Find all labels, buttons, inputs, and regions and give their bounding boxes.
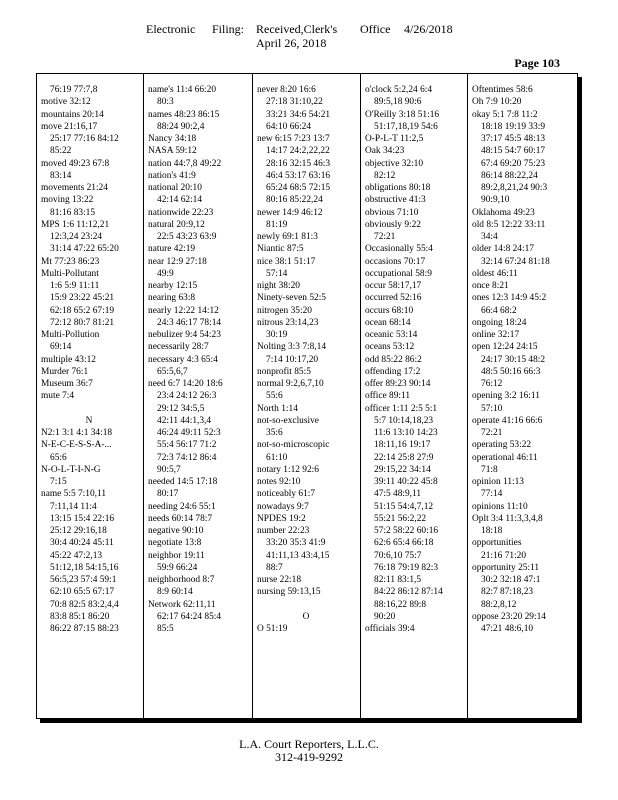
index-entry-continuation: 7:11,14 11:4	[50, 501, 97, 512]
index-entry: negative 90:10	[148, 526, 204, 536]
index-entry: nitrogen 35:20	[257, 305, 312, 316]
index-entry-continuation: 15:9 23:22 45:21	[50, 293, 115, 304]
index-entry-continuation: 83:14	[50, 170, 72, 181]
index-entry-continuation: 8:9 60:14	[157, 587, 193, 598]
index-entry: oldest 46:11	[472, 268, 518, 279]
index-entry-continuation: 66:4 68:2	[481, 305, 517, 316]
index-entry-continuation: 62:18 65:2 67:19	[50, 305, 115, 316]
index-entry: O-P-L-T 11:2,5	[365, 134, 424, 144]
index-entry: opportunity 25:11	[472, 562, 540, 573]
index-letter-heading: N	[85, 415, 93, 426]
index-entry: Occasionally 55:4	[365, 244, 433, 255]
index-entry: opportunities	[472, 538, 522, 549]
index-entry-continuation: 72:21	[481, 428, 503, 438]
index-entry: neighborhood 8:7	[148, 575, 215, 585]
index-entry-continuation: 88:2,8,12	[481, 599, 517, 610]
index-entry: Murder 76:1	[41, 366, 89, 377]
index-entry-continuation: 55:6	[266, 391, 283, 402]
index-entry: obligations 80:18	[365, 183, 431, 193]
index-entry-continuation: 30:4 40:24 45:11	[50, 538, 114, 549]
index-entry: opinion 11:13	[472, 477, 524, 487]
index-entry: nation's 41:9	[148, 170, 196, 181]
index-entry-continuation: 85:5	[157, 624, 174, 634]
index-entry-continuation: 65:6	[50, 452, 67, 463]
page-number: Page 103	[514, 56, 560, 70]
index-entry-continuation: 51:15 54:4,7,12	[374, 501, 434, 512]
index-entry-continuation: 57:10	[481, 403, 503, 414]
index-entry-continuation: 85:22	[50, 146, 72, 157]
column-divider	[467, 74, 468, 718]
index-entry: name 5:5 7:10,11	[41, 489, 107, 500]
index-entry: mute 7:4	[41, 391, 75, 402]
index-entry: number 22:23	[257, 526, 310, 536]
index-entry-continuation: 72:3 74:12 86:4	[157, 452, 217, 463]
index-entry-continuation: 51:12,18 54:15,16	[50, 562, 119, 573]
index-entry: nation 44:7,8 49:22	[148, 158, 222, 169]
index-entry: officials 39:4	[365, 624, 415, 634]
index-entry-continuation: 27:18 31:10,22	[266, 97, 323, 108]
index-entry-continuation: 70:6,10 75:7	[374, 550, 422, 561]
index-entry-continuation: 86:14 88:22,24	[481, 170, 538, 181]
index-entry: name's 11:4 66:20	[148, 85, 217, 95]
index-entry: older 14:8 24:17	[472, 244, 534, 255]
index-entry: office 89:11	[365, 391, 411, 402]
index-entry-continuation: 80:17	[157, 489, 179, 500]
index-entry-continuation: 35:6	[266, 428, 283, 438]
index-entry-continuation: 11:6 13:10 14:23	[374, 428, 438, 438]
index-entry: nature 42:19	[148, 244, 196, 255]
stamp-received: Received,Clerk's	[256, 22, 338, 36]
reporter-phone: 312-419-9292	[275, 750, 343, 764]
index-entry: offending 17:2	[365, 366, 421, 377]
index-entry-continuation: 33:20 35:3 41:9	[266, 538, 326, 549]
index-entry: N-E-C-E-S-S-A-...	[41, 440, 112, 451]
index-entry-continuation: 83:8 85:1 86:20	[50, 611, 110, 622]
index-entry-continuation: 29:12 34:5,5	[157, 403, 205, 414]
index-entry: names 48:23 86:15	[148, 109, 220, 120]
index-entry: Ninety-seven 52:5	[257, 293, 326, 304]
index-entry: MPS 1:6 11:12,21	[41, 219, 110, 230]
index-entry-continuation: 30:19	[266, 330, 288, 340]
index-entry-continuation: 80:3	[157, 97, 174, 108]
index-entry: old 8:5 12:22 33:11	[472, 219, 546, 230]
index-entry: nearly 12:22 14:12	[148, 305, 219, 316]
index-entry-continuation: 33:21 34:6 54:21	[266, 109, 331, 120]
index-entry-continuation: 18:11,16 19:17	[374, 440, 431, 451]
index-entry-continuation: 48:5 50:16 66:3	[481, 366, 541, 377]
index-entry-continuation: 14:17 24:2,22,22	[266, 146, 330, 157]
index-entry: not-so-microscopic	[257, 440, 330, 451]
index-entry: night 38:20	[257, 281, 300, 291]
index-entry: obstructive 41:3	[365, 195, 426, 206]
index-entry-continuation: 65:24 68:5 72:15	[266, 183, 331, 193]
index-entry: multiple 43:12	[41, 354, 96, 365]
index-entry: objective 32:10	[365, 158, 424, 169]
index-entry-continuation: 23:4 24:12 26:3	[157, 391, 217, 402]
index-entry: Museum 36:7	[41, 379, 93, 389]
index-entry: necessarily 28:7	[148, 342, 209, 353]
column-divider	[143, 74, 144, 718]
index-entry: notes 92:10	[257, 477, 301, 487]
index-entry-continuation: 70:8 82:5 83:2,4,4	[50, 599, 119, 610]
index-entry: nationwide 22:23	[148, 207, 214, 218]
index-entry-continuation: 56:5,23 57:4 59:1	[50, 575, 117, 585]
index-entry-continuation: 81:16 83:15	[50, 207, 96, 218]
index-entry-continuation: 55:21 56:2,22	[374, 513, 427, 524]
index-entry-continuation: 22:5 43:23 63:9	[157, 232, 217, 242]
index-entry-continuation: 90:9,10	[481, 195, 510, 206]
index-entry-continuation: 25:12 29:16,18	[50, 526, 107, 536]
index-entry-continuation: 82:11 83:1,5	[374, 575, 422, 585]
index-entry-continuation: 89:5,18 90:6	[374, 97, 422, 108]
index-entry: O'Reilly 3:18 51:16	[365, 109, 440, 120]
index-entry: oceanic 53:14	[365, 330, 418, 340]
index-entry: N2:1 3:1 4:1 34:18	[41, 428, 113, 438]
index-entry-continuation: 64:10 66:24	[266, 121, 312, 132]
index-entry: Oh 7:9 10:20	[472, 97, 522, 108]
index-entry-continuation: 72:12 80:7 81:21	[50, 317, 115, 328]
index-entry-continuation: 80:16 85:22,24	[266, 195, 323, 206]
index-entry: newer 14:9 46:12	[257, 207, 323, 218]
index-entry-continuation: 29:15,22 34:14	[374, 464, 431, 475]
index-entry-continuation: 30:2 32:18 47:1	[481, 575, 541, 585]
index-entry	[257, 599, 355, 611]
index-entry-continuation: 84:22 86:12 87:14	[374, 587, 443, 598]
index-entry: operating 53:22	[472, 440, 532, 451]
index-entry: offer 89:23 90:14	[365, 379, 431, 389]
index-entry-continuation: 65:5,6,7	[157, 366, 188, 377]
index-entry: Multi-Pollutant	[41, 268, 99, 279]
index-entry-continuation: 46:4 53:17 63:16	[266, 170, 331, 181]
index-entry: obviously 9:22	[365, 219, 421, 230]
index-column-2	[148, 84, 246, 635]
index-entry-continuation: 18:18	[481, 526, 503, 536]
index-entry-continuation: 31:14 47:22 65:20	[50, 244, 119, 255]
index-entry: once 8:21	[472, 281, 509, 291]
index-entry: needs 60:14 78:7	[148, 513, 213, 524]
index-column-1	[41, 84, 137, 635]
index-entry-continuation: 28:16 32:15 46:3	[266, 158, 331, 169]
index-entry-continuation: 42:11 44:1,3,4	[157, 415, 212, 426]
index-entry-continuation: 47:5 48:9,11	[374, 489, 422, 500]
index-entry-continuation: 34:4	[481, 232, 498, 242]
word-index-box	[36, 73, 578, 719]
index-entry: oceans 53:12	[365, 342, 415, 353]
index-entry: necessary 4:3 65:4	[148, 354, 218, 365]
index-entry-continuation: 57:14	[266, 268, 288, 279]
index-entry-continuation: 59:9 66:24	[157, 562, 198, 573]
index-entry: North 1:14	[257, 403, 298, 414]
index-entry	[41, 403, 137, 415]
index-entry: nonprofit 85:5	[257, 366, 311, 377]
index-entry: Nolting 3:3 7:8,14	[257, 342, 327, 353]
index-entry: motive 32:12	[41, 97, 91, 108]
index-entry: nowadays 9:7	[257, 501, 309, 512]
index-entry: NPDES 19:2	[257, 513, 306, 524]
index-entry: near 12:9 27:18	[148, 256, 207, 267]
index-entry: Network 62:11,11	[148, 599, 216, 610]
index-entry-continuation: 41:11,13 43:4,15	[266, 550, 330, 561]
index-entry: natural 20:9,12	[148, 219, 205, 230]
index-entry: moved 49:23 67:8	[41, 158, 110, 169]
index-entry-continuation: 46:24 49:11 52:3	[157, 428, 221, 438]
index-entry: notary 1:12 92:6	[257, 464, 319, 475]
index-column-5	[472, 84, 570, 635]
index-column-3	[257, 84, 355, 635]
reporter-name: L.A. Court Reporters, L.L.C.	[239, 737, 379, 751]
index-entry: new 6:15 7:23 13:7	[257, 134, 330, 144]
index-entry-continuation: 82:7 87:18,23	[481, 587, 534, 598]
index-entry: nice 38:1 51:17	[257, 256, 316, 267]
index-entry: ongoing 18:24	[472, 317, 527, 328]
index-entry: national 20:10	[148, 183, 202, 193]
index-entry-continuation: 86:22 87:15 88:23	[50, 624, 119, 634]
index-entry-continuation: 21:16 71:20	[481, 550, 527, 561]
index-letter-heading: O	[302, 611, 310, 622]
index-entry: newly 69:1 81:3	[257, 232, 318, 242]
index-entry-continuation: 57:2 58:22 60:16	[374, 526, 439, 536]
index-entry-continuation: 90:5,7	[157, 464, 181, 475]
index-entry: negotiate 13:8	[148, 538, 202, 549]
index-entry-continuation: 55:4 56:17 71:2	[157, 440, 217, 451]
stamp-office: Office	[360, 22, 391, 36]
index-entry: never 8:20 16:6	[257, 85, 316, 95]
index-entry: needed 14:5 17:18	[148, 477, 218, 487]
index-entry-continuation: 42:14 62:14	[157, 195, 203, 206]
index-entry-continuation: 51:17,18,19 54:6	[374, 121, 438, 132]
index-entry-continuation: 13:15 15:4 22:16	[50, 513, 115, 524]
index-entry: opinions 11:10	[472, 501, 528, 512]
column-divider	[252, 74, 253, 718]
index-entry-continuation: 45:22 47:2,13	[50, 550, 103, 561]
index-entry: nebulizer 9:4 54:23	[148, 330, 221, 340]
index-entry: Oklahoma 49:23	[472, 207, 535, 218]
index-entry: nearing 63:8	[148, 293, 196, 304]
stamp-electronic: Electronic	[146, 22, 196, 36]
index-entry: operate 41:16 66:6	[472, 415, 543, 426]
index-entry: moving 13:22	[41, 195, 94, 206]
index-entry-continuation: 1:6 5:9 11:11	[50, 281, 100, 291]
index-entry: normal 9:2,6,7,10	[257, 379, 324, 389]
index-column-4	[365, 84, 461, 635]
index-entry: move 21:16,17	[41, 121, 98, 132]
index-entry-continuation: 90:20	[374, 611, 396, 622]
index-entry-continuation: 72:21	[374, 232, 396, 242]
index-entry: needing 24:6 55:1	[148, 501, 216, 512]
index-entry: occasions 70:17	[365, 256, 426, 267]
index-entry: open 12:24 24:15	[472, 342, 538, 353]
index-entry-continuation: 76:19 77:7,8	[50, 85, 98, 95]
index-entry: mountains 20:14	[41, 109, 104, 120]
index-entry: Oak 34:23	[365, 146, 405, 157]
index-entry-continuation: 32:14 67:24 81:18	[481, 256, 550, 267]
index-entry-continuation: 88:24 90:2,4	[157, 121, 205, 132]
index-entry: officer 1:11 2:5 5:1	[365, 403, 438, 414]
index-entry-continuation: 7:15	[50, 477, 67, 487]
index-entry: obvious 71:10	[365, 207, 419, 218]
index-entry: N-O-L-T-I-N-G	[41, 464, 101, 475]
index-entry: occur 58:17,17	[365, 281, 422, 291]
index-entry-continuation: 22:14 25:8 27:9	[374, 452, 434, 463]
index-entry-continuation: 82:12	[374, 170, 396, 181]
index-entry: operational 46:11	[472, 452, 538, 463]
index-entry: opening 3:2 16:11	[472, 391, 540, 402]
index-entry: odd 85:22 86:2	[365, 354, 422, 365]
index-entry-continuation: 47:21 48:6,10	[481, 624, 534, 634]
index-entry-continuation: 67:4 69:20 75:23	[481, 158, 546, 169]
index-entry: occurred 52:16	[365, 293, 422, 304]
index-entry-continuation: 62:10 65:5 67:17	[50, 587, 115, 598]
index-entry: ones 12:3 14:9 45:2	[472, 293, 547, 304]
index-entry: NASA 59:12	[148, 146, 197, 157]
index-entry: nitrous 23:14,23	[257, 317, 319, 328]
index-entry-continuation: 5:7 10:14,18,23	[374, 415, 434, 426]
index-entry-continuation: 77:14	[481, 489, 503, 500]
index-entry: oppose 23:20 29:14	[472, 611, 546, 622]
column-divider	[360, 74, 361, 718]
index-entry-continuation: 24:17 30:15 48:2	[481, 354, 546, 365]
index-entry: not-so-exclusive	[257, 415, 319, 426]
index-entry: ocean 68:14	[365, 317, 411, 328]
index-entry: O 51:19	[257, 624, 288, 634]
index-entry: o'clock 5:2,24 6:4	[365, 85, 433, 95]
index-entry: noticeably 61:7	[257, 489, 316, 500]
stamp-date: 4/26/2018	[404, 22, 453, 36]
index-entry-continuation: 61:10	[266, 452, 288, 463]
index-entry: movements 21:24	[41, 183, 108, 193]
index-entry: neighbor 19:11	[148, 550, 205, 561]
index-entry: okay 5:1 7:8 11:2	[472, 109, 538, 120]
filing-date-line: April 26, 2018	[256, 36, 327, 50]
index-entry: nurse 22:18	[257, 575, 302, 585]
index-entry-continuation: 12:3,24 23:24	[50, 232, 103, 242]
index-entry-continuation: 62:17 64:24 85:4	[157, 611, 222, 622]
index-entry-continuation: 76:18 79:19 82:3	[374, 562, 439, 573]
index-entry: Oftentimes 58:6	[472, 85, 533, 95]
index-entry-continuation: 76:12	[481, 379, 503, 389]
index-entry: Niantic 87:5	[257, 244, 304, 255]
stamp-filing: Filing:	[212, 22, 245, 36]
index-entry: Nancy 34:18	[148, 134, 197, 144]
index-entry-continuation: 81:19	[266, 219, 288, 230]
index-entry-continuation: 7:14 10:17,20	[266, 354, 319, 365]
index-entry-continuation: 88:7	[266, 562, 283, 573]
index-entry: occurs 68:10	[365, 305, 414, 316]
index-entry-continuation: 49:9	[157, 268, 174, 279]
index-entry-continuation: 62:6 65:4 66:18	[374, 538, 434, 549]
index-entry: nursing 59:13,15	[257, 587, 321, 598]
index-entry: Mt 77:23 86:23	[41, 256, 100, 267]
index-entry-continuation: 89:2,8,21,24 90:3	[481, 183, 548, 193]
index-entry-continuation: 37:17 45:5 48:13	[481, 134, 546, 144]
index-entry-continuation: 69:14	[50, 342, 72, 353]
index-entry: Oplt 3:4 11:3,3,4,8	[472, 513, 543, 524]
index-entry-continuation: 25:17 77:16 84:12	[50, 134, 119, 144]
index-entry-continuation: 88:16,22 89:8	[374, 599, 427, 610]
index-entry-continuation: 18:18 19:19 33:9	[481, 121, 546, 132]
index-entry-continuation: 71:8	[481, 464, 498, 475]
index-entry: need 6:7 14:20 18:6	[148, 379, 223, 389]
index-entry: Multi-Pollution	[41, 330, 100, 340]
index-entry-continuation: 48:15 54:7 60:17	[481, 146, 546, 157]
index-entry: nearby 12:15	[148, 281, 198, 291]
index-entry-continuation: 24:3 46:17 78:14	[157, 317, 222, 328]
index-entry: online 32:17	[472, 330, 520, 340]
index-entry: occupational 58:9	[365, 268, 432, 279]
index-entry-continuation: 39:11 40:22 45:8	[374, 477, 438, 487]
